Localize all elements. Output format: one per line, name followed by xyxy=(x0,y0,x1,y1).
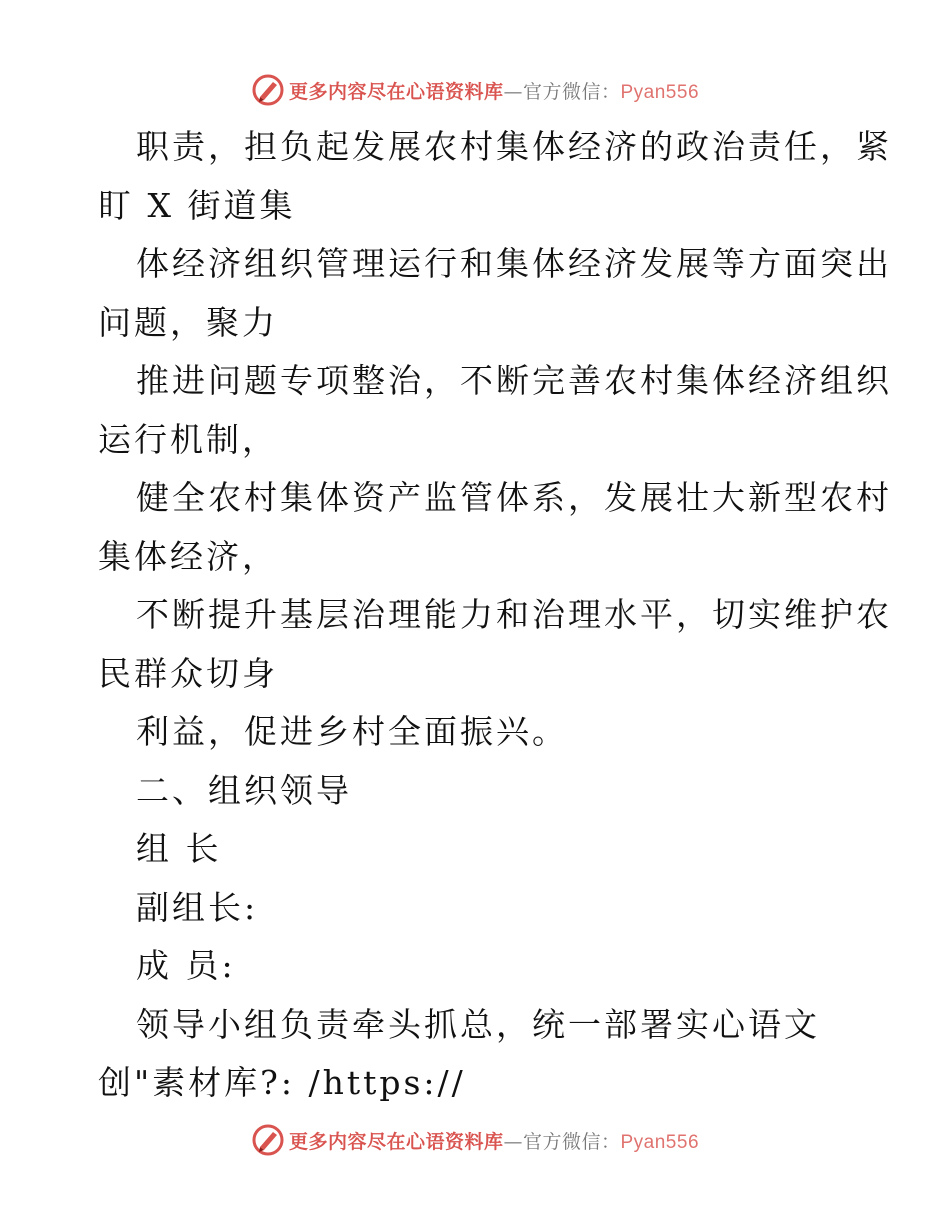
text-line: 盯 X 街道集 xyxy=(98,185,296,225)
text-line: 创"素材库?: /https:// xyxy=(98,1063,466,1102)
text-line: 问题，聚力 xyxy=(98,302,278,342)
text-line: 推进问题专项整治，不断完善农村集体经济组织 xyxy=(136,361,892,400)
watermark-wechat-label: 官方微信： xyxy=(522,80,621,103)
text-line: 职责，担负起发展农村集体经济的政治责任，紧 xyxy=(136,127,892,166)
watermark-main: 更多内容尽在心语资料库 xyxy=(288,1130,504,1153)
header-watermark-banner xyxy=(0,70,950,110)
document-body xyxy=(98,118,892,1113)
pen-logo-icon xyxy=(251,73,285,107)
watermark-text xyxy=(289,1127,699,1154)
section-heading: 二、组织领导 xyxy=(136,770,352,810)
text-line: 民群众切身 xyxy=(98,653,278,693)
text-line: 不断提升基层治理能力和治理水平，切实维护农 xyxy=(136,595,892,634)
text-line: 运行机制， xyxy=(98,419,278,459)
footer-watermark-banner xyxy=(0,1120,950,1160)
text-line: 成 员: xyxy=(136,946,236,985)
text-line: 集体经济， xyxy=(98,536,278,576)
watermark-account: Pyan556 xyxy=(620,81,700,103)
text-line: 组 长 xyxy=(136,829,222,868)
watermark-account: Pyan556 xyxy=(620,1131,700,1153)
text-line: 体经济组织管理运行和集体经济发展等方面突出 xyxy=(136,244,892,283)
text-line: 副组长: xyxy=(136,887,259,927)
text-line: 利益，促进乡村全面振兴。 xyxy=(136,712,568,751)
watermark-main: 更多内容尽在心语资料库 xyxy=(288,80,504,103)
watermark-dash: — xyxy=(503,1130,523,1153)
watermark-dash: — xyxy=(503,80,523,103)
text-line: 领导小组负责牵头抓总，统一部署实心语文 xyxy=(136,1004,820,1044)
watermark-wechat-label: 官方微信： xyxy=(522,1130,621,1153)
pen-logo-icon xyxy=(251,1123,285,1157)
text-line: 健全农村集体资产监管体系，发展壮大新型农村 xyxy=(136,478,892,517)
watermark-text xyxy=(289,77,699,104)
